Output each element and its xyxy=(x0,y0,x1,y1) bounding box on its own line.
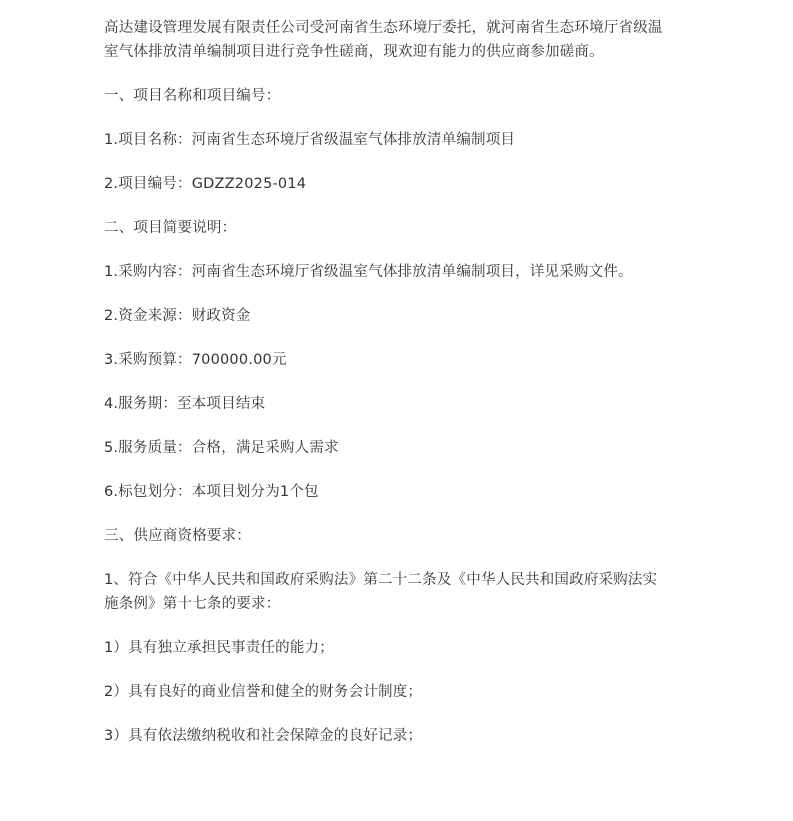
procurement-budget: 3.采购预算：700000.00元 xyxy=(104,352,287,368)
service-quality: 5.服务质量：合格，满足采购人需求 xyxy=(104,440,339,456)
section-2-heading: 二、项目简要说明： xyxy=(104,220,237,236)
section-1-heading: 一、项目名称和项目编号： xyxy=(104,88,281,104)
requirement-item: 2）具有良好的商业信誉和健全的财务会计制度； xyxy=(104,684,423,700)
clause-1-line-2: 施条例》第十七条的要求： xyxy=(104,596,281,612)
funding-source: 2.资金来源：财政资金 xyxy=(104,308,251,324)
procurement-content: 1.采购内容：河南省生态环境厅省级温室气体排放清单编制项目，详见采购文件。 xyxy=(104,264,633,280)
intro-line-2: 室气体排放清单编制项目进行竞争性磋商，现欢迎有能力的供应商参加磋商。 xyxy=(104,44,604,60)
procurement-notice xyxy=(104,16,694,748)
section-3-heading: 三、供应商资格要求： xyxy=(104,528,251,544)
requirement-item: 1）具有独立承担民事责任的能力； xyxy=(104,640,334,656)
qualification-clause-1 xyxy=(104,568,694,616)
intro-paragraph xyxy=(104,16,694,64)
intro-line-1: 高达建设管理发展有限责任公司受河南省生态环境厅委托，就河南省生态环境厅省级温 xyxy=(104,20,663,36)
service-period: 4.服务期：至本项目结束 xyxy=(104,396,266,412)
project-number: 2.项目编号：GDZZ2025-014 xyxy=(104,176,307,192)
lot-division: 6.标包划分：本项目划分为1个包 xyxy=(104,484,319,500)
requirement-item: 3）具有依法缴纳税收和社会保障金的良好记录； xyxy=(104,728,423,744)
clause-1-line-1: 1、符合《中华人民共和国政府采购法》第二十二条及《中华人民共和国政府采购法实 xyxy=(104,572,658,588)
project-name: 1.项目名称：河南省生态环境厅省级温室气体排放清单编制项目 xyxy=(104,132,516,148)
